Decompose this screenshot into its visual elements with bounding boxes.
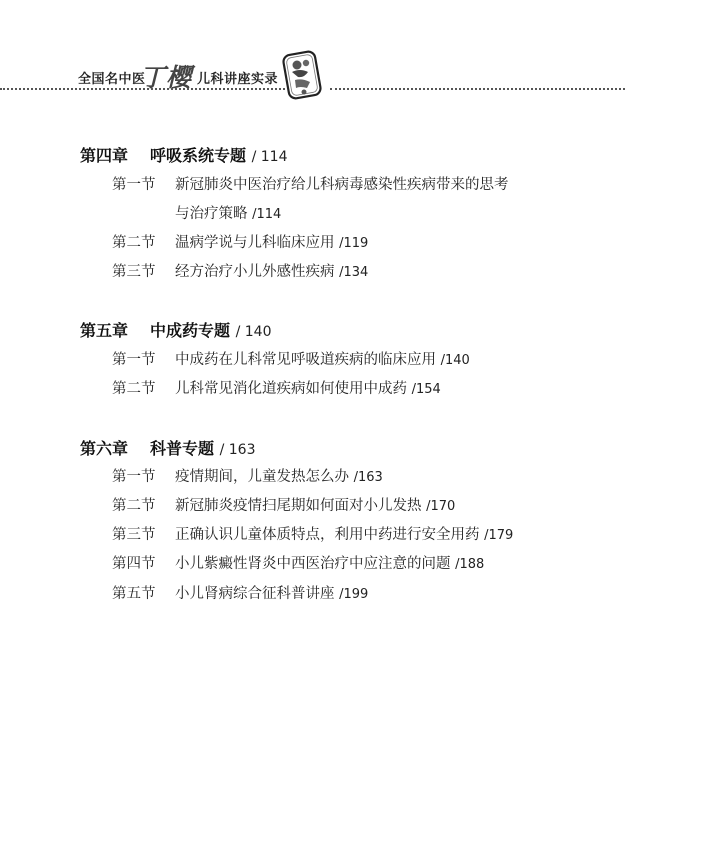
section-page: /188: [455, 557, 485, 572]
section-entry[interactable]: [112, 173, 509, 194]
chapter-label: 第四章: [80, 146, 129, 165]
section-entry[interactable]: [112, 260, 368, 281]
section-label: 第二节: [112, 381, 156, 397]
section-page: /134: [339, 265, 369, 280]
chapter-page: / 163: [219, 442, 256, 458]
section-title-continuation: 与治疗策略: [175, 206, 248, 222]
section-label: 第一节: [112, 177, 156, 193]
seal-emblem-icon: [280, 50, 326, 102]
section-title: 疫情期间，儿童发热怎么办: [175, 469, 349, 485]
section-label: 第一节: [112, 469, 156, 485]
section-entry[interactable]: [112, 552, 484, 573]
series-title: 全国名中医: [78, 72, 146, 87]
section-page: /170: [426, 499, 456, 514]
section-entry[interactable]: [112, 348, 470, 369]
section-page: /114: [252, 207, 282, 222]
author-name: 丁樱: [140, 63, 193, 92]
section-title: 经方治疗小儿外感性疾病: [175, 264, 335, 280]
chapter-label: 第五章: [80, 321, 129, 340]
chapter-page: / 114: [251, 149, 288, 165]
section-page: /140: [440, 353, 470, 368]
book-subtitle: 儿科讲座实录: [197, 72, 279, 87]
section-title: 新冠肺炎中医治疗给儿科病毒感染性疾病带来的思考: [175, 177, 509, 193]
section-entry[interactable]: [112, 582, 368, 603]
section-title: 新冠肺炎疫情扫尾期如何面对小儿发热: [175, 498, 422, 514]
section-page: /199: [339, 587, 369, 602]
section-page: /163: [353, 470, 383, 485]
header-dotted-rule-right: [330, 88, 625, 90]
section-label: 第二节: [112, 498, 156, 514]
section-entry[interactable]: [112, 231, 368, 252]
section-label: 第四节: [112, 556, 156, 572]
chapter-title: 科普专题: [150, 439, 215, 458]
chapter-title: 呼吸系统专题: [150, 146, 247, 165]
section-title: 小儿肾病综合征科普讲座: [175, 586, 335, 602]
section-label: 第一节: [112, 352, 156, 368]
chapter-title: 中成药专题: [150, 321, 231, 340]
section-title: 正确认识儿童体质特点，利用中药进行安全用药: [175, 527, 480, 543]
section-entry[interactable]: [112, 465, 383, 486]
section-label: 第三节: [112, 527, 156, 543]
chapter-page: / 140: [235, 324, 272, 340]
section-entry[interactable]: [112, 523, 513, 544]
section-page: /179: [484, 528, 514, 543]
section-label: 第二节: [112, 235, 156, 251]
section-label: 第三节: [112, 264, 156, 280]
section-entry-continuation[interactable]: [175, 202, 281, 223]
section-title: 小儿紫癜性肾炎中西医治疗中应注意的问题: [175, 556, 451, 572]
chapter-heading[interactable]: [80, 143, 287, 166]
chapter-heading[interactable]: [80, 318, 271, 341]
section-title: 温病学说与儿科临床应用: [175, 235, 335, 251]
section-label: 第五节: [112, 586, 156, 602]
section-entry[interactable]: [112, 377, 441, 398]
header-dotted-rule-left: [0, 88, 285, 90]
section-title: 儿科常见消化道疾病如何使用中成药: [175, 381, 407, 397]
section-entry[interactable]: [112, 494, 455, 515]
chapter-heading[interactable]: [80, 436, 255, 459]
section-page: /119: [339, 236, 369, 251]
running-header: [0, 0, 716, 110]
section-page: /154: [411, 382, 441, 397]
section-title: 中成药在儿科常见呼吸道疾病的临床应用: [175, 352, 436, 368]
chapter-label: 第六章: [80, 439, 129, 458]
